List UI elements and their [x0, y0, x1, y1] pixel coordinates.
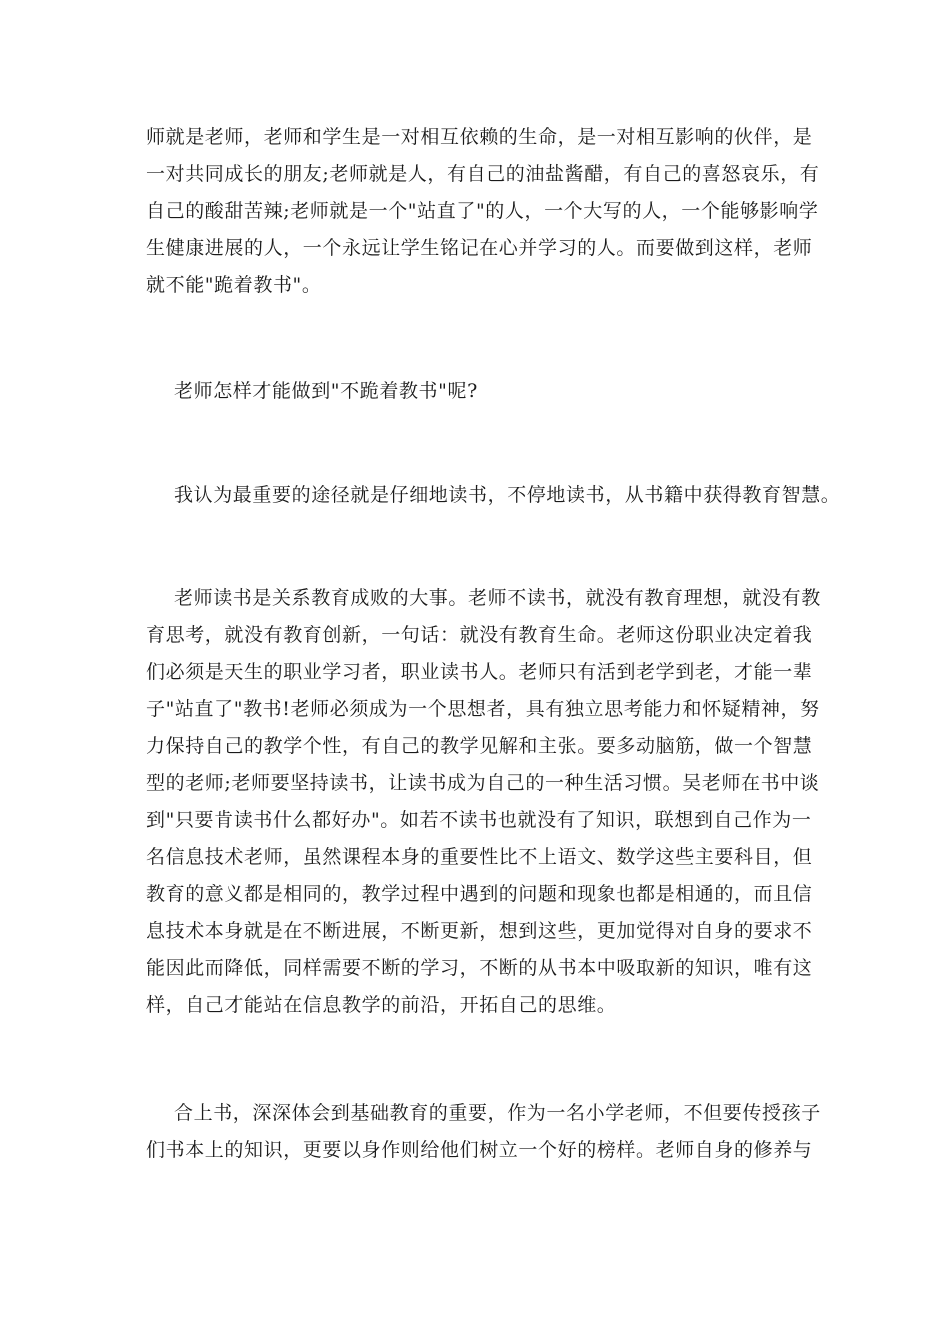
- paragraph-line: 到"只要肯读书什么都好办"。如若不读书也就没有了知识，联想到自己作为一: [146, 809, 812, 831]
- paragraph-line: 一对共同成长的朋友;老师就是人，有自己的油盐酱醋，有自己的喜怒哀乐，有: [146, 163, 820, 185]
- paragraph-line: 子"站直了"教书!老师必须成为一个思想者，具有独立思考能力和怀疑精神，努: [146, 698, 820, 720]
- paragraph-line: 育思考，就没有教育创新，一句话：就没有教育生命。老师这份职业决定着我: [146, 624, 813, 646]
- paragraph-line: 们书本上的知识，更要以身作则给他们树立一个好的榜样。老师自身的修养与: [146, 1139, 813, 1161]
- paragraph-line: 生健康进展的人，一个永远让学生铭记在心并学习的人。而要做到这样，老师: [146, 237, 813, 259]
- paragraph-line: 老师怎样才能做到"不跪着教书"呢?: [174, 380, 478, 402]
- paragraph-line: 教育的意义都是相同的，教学过程中遇到的问题和现象也都是相通的，而且信: [146, 883, 813, 905]
- paragraph-line: 师就是老师，老师和学生是一对相互依赖的生命，是一对相互影响的伙伴，是: [146, 126, 813, 148]
- paragraph-line: 息技术本身就是在不断进展，不断更新，想到这些，更加觉得对自身的要求不: [146, 920, 813, 942]
- paragraph-line: 自己的酸甜苦辣;老师就是一个"站直了"的人，一个大写的人，一个能够影响学: [146, 200, 819, 222]
- paragraph-line: 样，自己才能站在信息教学的前沿，开拓自己的思维。: [146, 994, 617, 1016]
- paragraph-line: 力保持自己的教学个性，有自己的教学见解和主张。要多动脑筋，做一个智慧: [146, 735, 813, 757]
- paragraph-line: 我认为最重要的途径就是仔细地读书，不停地读书，从书籍中获得教育智慧。: [174, 484, 841, 506]
- paragraph-line: 们必须是天生的职业学习者，职业读书人。老师只有活到老学到老，才能一辈: [146, 661, 813, 683]
- paragraph-line: 老师读书是关系教育成败的大事。老师不读书，就没有教育理想，就没有教: [174, 587, 821, 609]
- paragraph-line: 就不能"跪着教书"。: [146, 274, 322, 296]
- paragraph-line: 名信息技术老师，虽然课程本身的重要性比不上语文、数学这些主要科目，但: [146, 846, 813, 868]
- paragraph-line: 能因此而降低，同样需要不断的学习，不断的从书本中吸取新的知识，唯有这: [146, 957, 813, 979]
- paragraph-line: 合上书，深深体会到基础教育的重要，作为一名小学老师，不但要传授孩子: [174, 1102, 821, 1124]
- paragraph-line: 型的老师;老师要坚持读书，让读书成为自己的一种生活习惯。吴老师在书中谈: [146, 772, 820, 794]
